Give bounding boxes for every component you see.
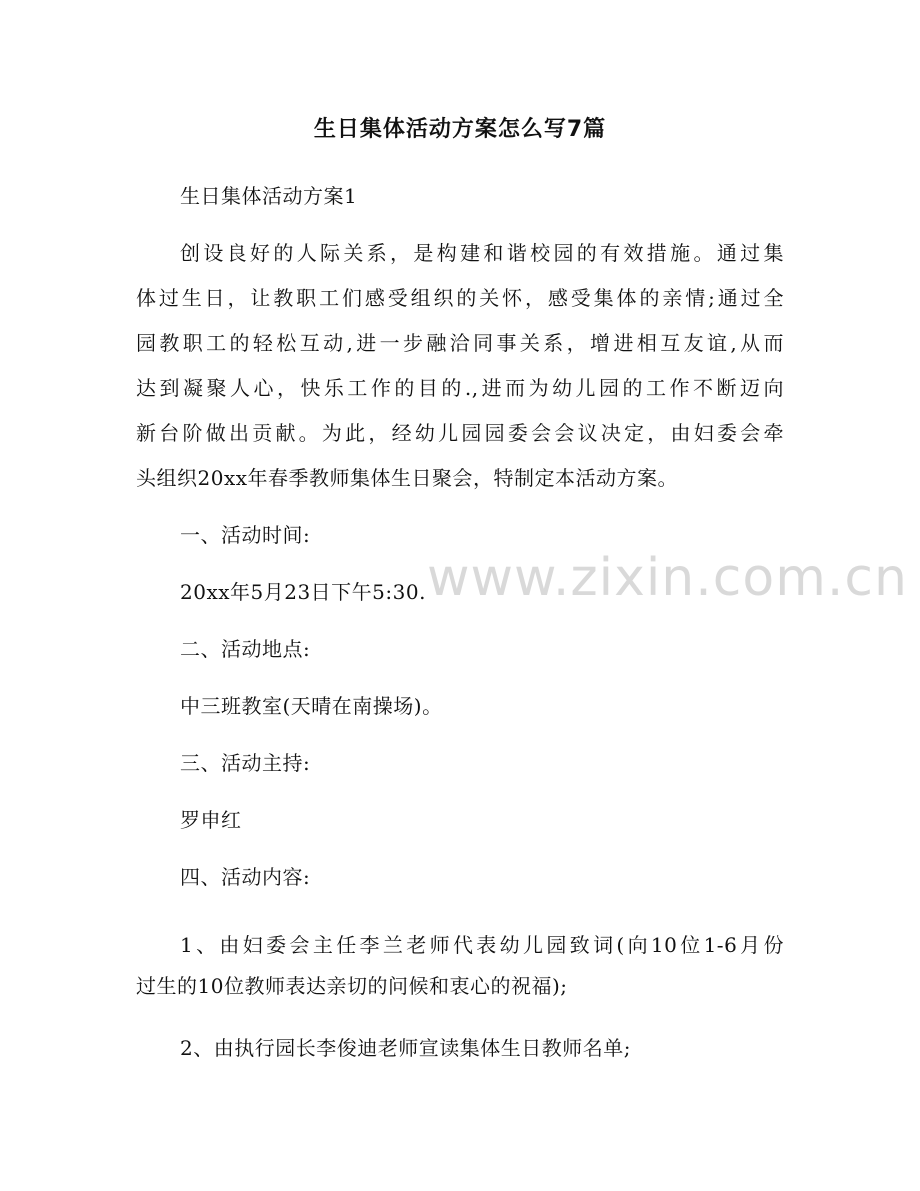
place-heading: 二、活动地点: (180, 637, 311, 661)
intro-line-1: 创设良好的人际关系，是构建和谐校园的有效措施。通过集 (180, 241, 784, 265)
document-title: 生日集体活动方案怎么写7篇 (313, 117, 607, 142)
host-value: 罗申红 (180, 808, 242, 832)
content-heading: 四、活动内容: (180, 865, 311, 889)
time-heading: 一、活动时间: (180, 523, 311, 547)
intro-line-2: 体过生日，让教职工们感受组织的关怀，感受集体的亲情;通过全 (136, 286, 784, 310)
intro-line-4: 达到凝聚人心，快乐工作的目的.,进而为幼儿园的工作不断迈向 (136, 376, 784, 400)
host-heading: 三、活动主持: (180, 751, 311, 775)
place-value: 中三班教室(天晴在南操场)。 (180, 694, 443, 718)
intro-line-5: 新台阶做出贡献。为此，经幼儿园园委会会议决定，由妇委会牵 (136, 421, 784, 445)
section-heading: 生日集体活动方案1 (180, 184, 358, 208)
item1-line-1: 1、由妇委会主任李兰老师代表幼儿园致词(向10位1-6月份 (180, 933, 784, 957)
item2-line: 2、由执行园长李俊迪老师宣读集体生日教师名单; (180, 1036, 631, 1060)
intro-line-3: 园教职工的轻松互动,进一步融洽同事关系，增进相互友谊,从而 (136, 331, 784, 355)
intro-line-6: 头组织20xx年春季教师集体生日聚会，特制定本活动方案。 (136, 466, 679, 490)
item1-line-2: 过生的10位教师表达亲切的问候和衷心的祝福); (136, 974, 568, 998)
watermark-text: www.zixin.com.cn (427, 548, 908, 608)
time-value: 20xx年5月23日下午5:30. (180, 580, 426, 604)
